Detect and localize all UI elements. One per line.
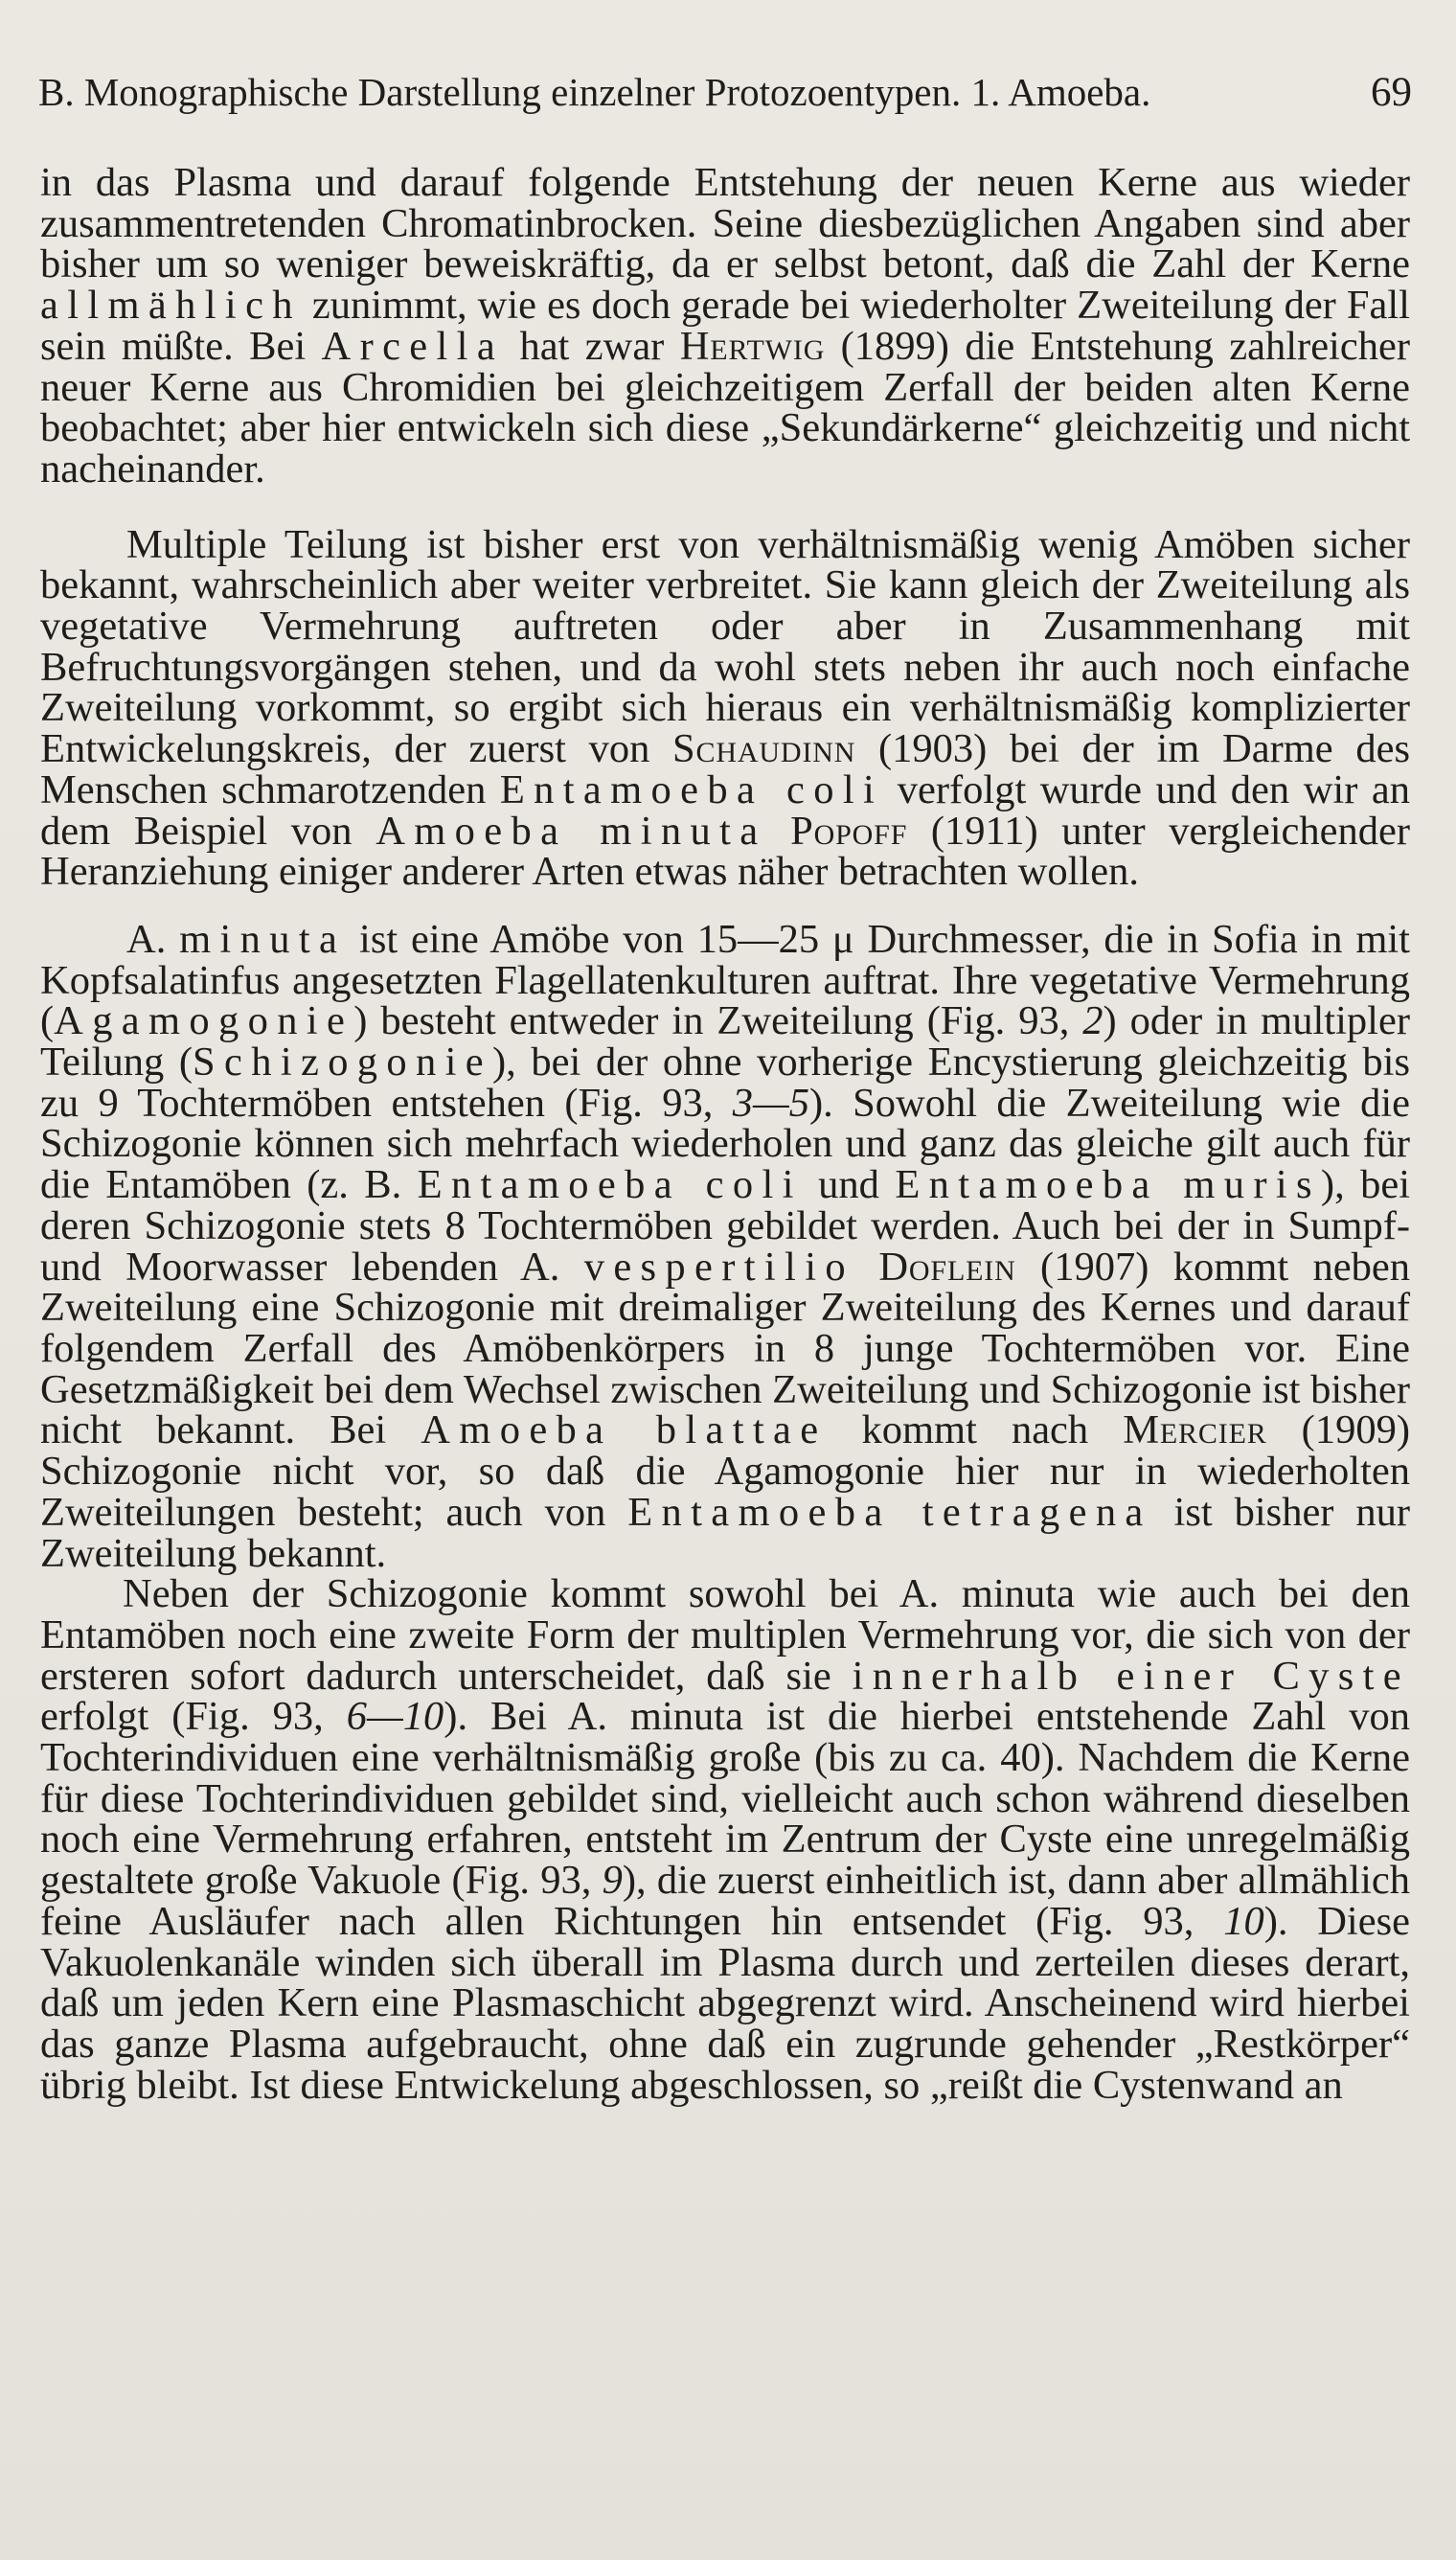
- p3-text-3: Durchmesser, die in Sofia in mit Kopfsalatinfus angesetzten Flagellatenkulturen auftrat. Ihre vegetative Vermehrung (: [40, 916, 1410, 1044]
- p2-text-3: verfolgt wurde und den wir an dem Beispiel von: [40, 766, 1410, 854]
- p1-spaced-2: Arcella: [321, 323, 505, 369]
- p3-text-4: ) besteht entweder in Zweiteilung (Fig. 93,: [353, 998, 1083, 1044]
- p3-spaced-4: Entamoeba coli: [417, 1162, 803, 1208]
- paragraph-3: [40, 916, 1411, 1576]
- p2-author-2: Popoff: [790, 808, 908, 854]
- p2-author-1: Schaudinn: [672, 726, 856, 772]
- p2-spaced-2: Amoeba minuta: [375, 808, 767, 854]
- p4-text-3: ). Bei A. minuta ist die hierbei entstehende Zahl von Tochterindividuen eine verhältnismäßig große (bis zu ca. 40). Nachdem die Kerne für diese Tochterindividuen gebildet sind, vielleicht auch schon während dieselben noch eine Vermehrung erfahren, entsteht im Zentrum der Cyste eine unregelmäßig gestaltete große Vakuole (Fig. 93,: [40, 1694, 1410, 1904]
- p2-spaced-1: Entamoeba coli: [499, 766, 884, 812]
- p1-text-2: zunimmt, wie es doch gerade bei wiederholter Zweiteilung der Fall sein müßte. Bei: [40, 283, 1410, 369]
- p1-spaced-1: allmählich: [40, 283, 302, 329]
- p3-spaced-5: Entamoeba muris: [895, 1162, 1321, 1208]
- p3-author-1: Doflein: [878, 1244, 1016, 1290]
- p3-spaced-2: Agamogonie: [54, 998, 354, 1044]
- p3-text-12: kommt nach: [827, 1407, 1124, 1453]
- paragraph-4: [40, 1571, 1411, 2108]
- p3-spaced-1: minuta: [179, 916, 347, 962]
- p1-text-1: in das Plasma und darauf folgende Entstehung der neuen Kerne aus wieder zusammentretenden Chromatinbrocken. Seine diesbezüglichen Angaben sind aber bisher um so weniger beweiskräftig, da er selbst betont, daß die Zahl der Kerne: [40, 160, 1410, 287]
- p2-text-5: (1911) unter vergleichender Heranziehung einiger anderer Arten etwas näher betrachten wollen.: [40, 808, 1410, 895]
- running-header: [38, 69, 1412, 116]
- p3-text-8: und: [802, 1162, 896, 1208]
- p2-text-4: [766, 809, 790, 854]
- p3-italic-1: 2: [1082, 998, 1103, 1044]
- page-number: 69: [1371, 70, 1412, 115]
- p4-italic-2: 9: [602, 1858, 623, 1904]
- p2-text-2: (1903) bei der im Darme des Menschen schmarotzenden: [40, 726, 1410, 812]
- p3-spaced-3: Schizogonie: [193, 1040, 492, 1086]
- p3-text-7: ). Sowohl die Zweiteilung wie die Schizogonie können sich mehrfach wiederholen und ganz das gleiche gilt auch für die Entamöben (z. B.: [40, 1080, 1410, 1208]
- body-text: [40, 160, 1411, 2108]
- p3-mu-symbol: μ: [831, 916, 854, 962]
- p3-text-5: ) oder in multipler Teilung (: [40, 998, 1410, 1086]
- p3-spaced-7: Amoeba blattae: [421, 1407, 828, 1453]
- p4-text-4: ), die zuerst einheitlich ist, dann aber allmählich feine Ausläufer nach allen Richtungen hin entsendet (Fig. 93,: [40, 1858, 1410, 1944]
- p3-text-10: [854, 1245, 878, 1290]
- p3-spaced-8: Entamoeba tetragena: [627, 1489, 1152, 1535]
- p1-text-4: (1899) die Entstehung zahlreicher neuer Kerne aus Chromidien bei gleichzeitigem Zerfall der beiden alten Kerne beobachtet; aber hier entwickeln sich diese „Sekundärkerne“ gleichzeitig und nicht nacheinander.: [40, 323, 1410, 491]
- p3-text-1: A.: [126, 916, 180, 962]
- p3-author-2: Mercier: [1123, 1407, 1267, 1453]
- p4-text-2: erfolgt (Fig. 93,: [40, 1694, 347, 1740]
- p4-italic-3: 10: [1223, 1898, 1264, 1944]
- p4-text-1: Neben der Schizogonie kommt sowohl bei A. minuta wie auch bei den Entamöben noch eine zweite Form der multiplen Vermehrung vor, die sich von der ersteren sofort dadurch unterscheidet, daß sie: [40, 1571, 1410, 1699]
- p3-italic-2: 3—5: [732, 1080, 809, 1126]
- p3-text-11: (1907) kommt neben Zweiteilung eine Schizogonie mit dreimaliger Zweiteilung des Kernes und darauf folgendem Zerfall des Amöbenkörpers in 8 junge Tochtermöben vor. Eine Gesetzmäßigkeit bei dem Wechsel zwischen Zweiteilung und Schizogonie ist bisher nicht bekannt. Bei: [40, 1244, 1410, 1453]
- p3-text-14: ist bisher nur Zweiteilung bekannt.: [40, 1489, 1410, 1576]
- p3-text-13: (1909) Schizogonie nicht vor, so daß die Agamogonie hier nur in wiederholten Zweiteilungen besteht; auch von: [40, 1407, 1410, 1535]
- paragraph-2: [40, 521, 1410, 895]
- running-title: B. Monographische Darstellung einzelner Protozoentypen. 1. Amoeba.: [38, 70, 1151, 114]
- p2-text-1: Multiple Teilung ist bisher erst von verhältnismäßig wenig Amöben sicher bekannt, wahrscheinlich aber weiter verbreitet. Sie kann gleich der Zweiteilung als vegetative Vermehrung auftreten oder aber in Zusammenhang mit Befruchtungsvorgängen stehen, und da wohl stets neben ihr auch noch einfache Zweiteilung vorkommt, so ergibt sich hieraus ein verhältnismäßig komplizierter Entwickelungskreis, der zuerst von: [40, 521, 1410, 772]
- p3-text-6: ), bei der ohne vorherige Encystierung gleichzeitig bis zu 9 Tochtermöben entstehen (Fig. 93,: [40, 1040, 1410, 1126]
- p1-author-1: Hertwig: [679, 323, 826, 369]
- p1-text-3: hat zwar: [504, 323, 680, 369]
- paragraph-1: [40, 160, 1410, 491]
- p4-spaced-1: innerhalb einer Cyste: [852, 1653, 1411, 1699]
- p4-text-5: ). Diese Vakuolenkanäle winden sich überall im Plasma durch und zerteilen dieses derart, daß um jeden Kern eine Plasmaschicht abgegrenzt wird. Anscheinend wird hierbei das ganze Plasma aufgebraucht, ohne daß ein zugrunde gehender „Restkörper“ übrig bleibt. Ist diese Entwickelung abgeschlossen, so „reißt die Cystenwand an: [40, 1898, 1411, 2108]
- p3-text-9: ), bei deren Schizogonie stets 8 Tochtermöben gebildet werden. Auch bei der in Sumpf- und Moorwasser lebenden A.: [40, 1162, 1411, 1290]
- p3-text-2: ist eine Amöbe von 15—25: [346, 916, 832, 962]
- p3-spaced-6: vespertilio: [583, 1244, 854, 1290]
- p4-italic-1: 6—10: [346, 1694, 444, 1740]
